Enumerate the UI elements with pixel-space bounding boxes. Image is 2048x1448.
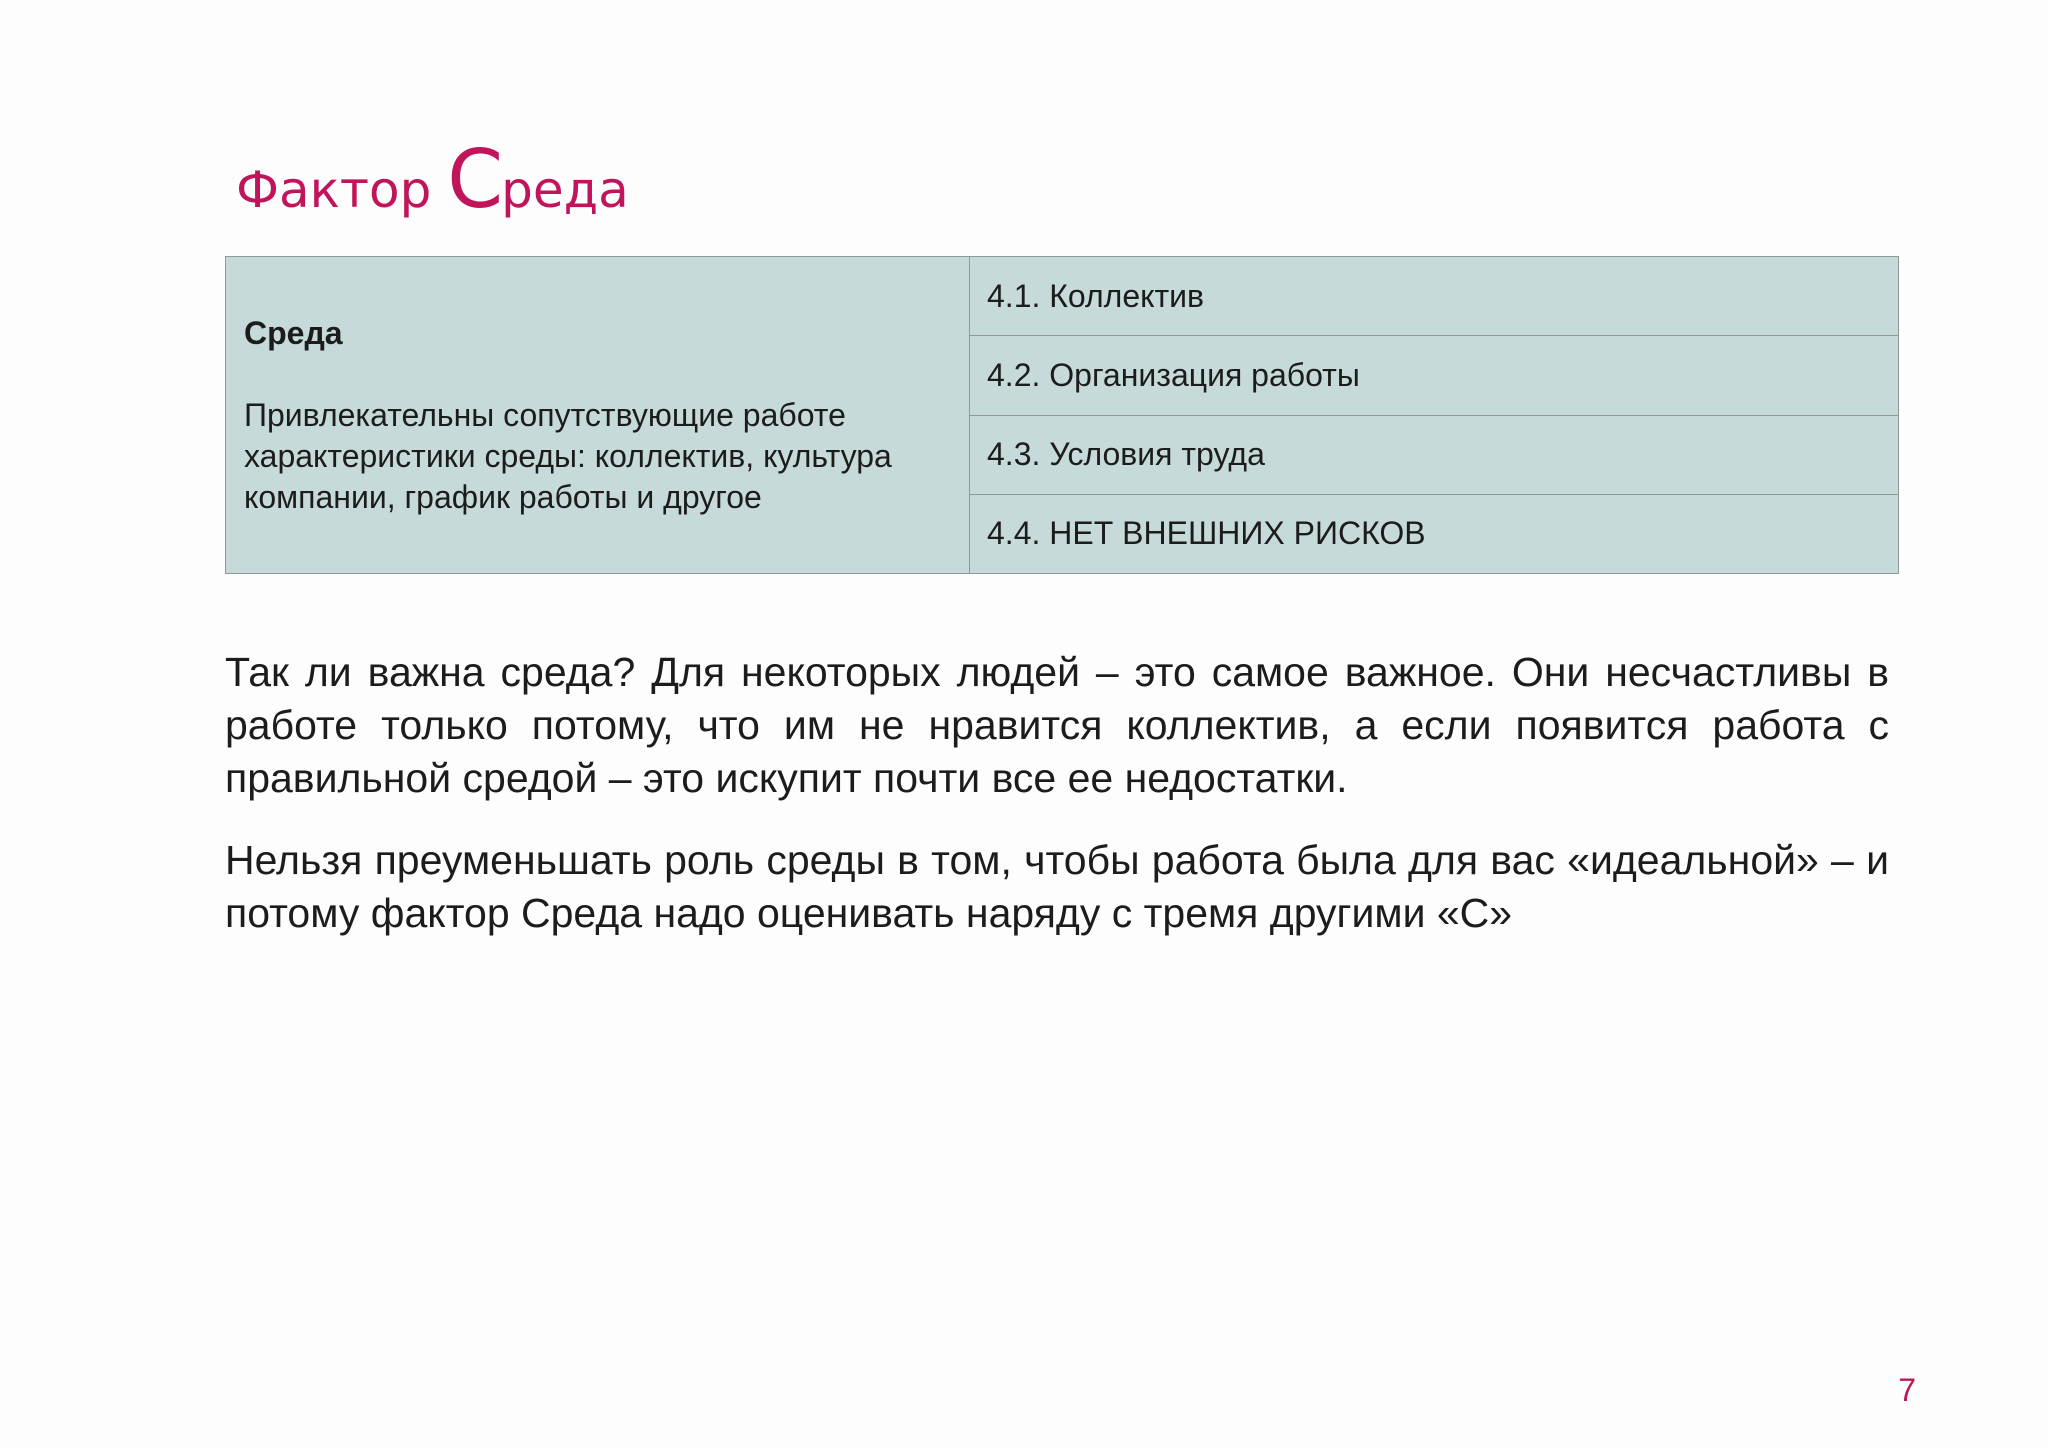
- sub-factor-item: 4.3. Условия труда: [970, 415, 1899, 494]
- factor-description: Привлекательны сопутствующие работе характеристики среды: коллектив, культура компании, график работы и другое: [244, 396, 892, 515]
- sub-factor-item: 4.1. Коллектив: [970, 257, 1899, 336]
- title-word: Фактор: [236, 161, 432, 219]
- title-big-letter: С: [447, 133, 502, 226]
- factor-heading: Среда: [244, 314, 343, 351]
- page-title: [236, 133, 629, 230]
- sub-factor-item: 4.4. НЕТ ВНЕШНИХ РИСКОВ: [970, 494, 1899, 573]
- title-rest: реда: [501, 161, 629, 219]
- table-row: [226, 257, 1899, 336]
- body-paragraph: Так ли важна среда? Для некоторых людей – это самое важное. Они несчастливы в работе только потому, что им не нравится коллектив, а если появится работа с правильной средой – это искупит почти все ее недостатки.: [225, 649, 1889, 801]
- page-number: 7: [1898, 1372, 1916, 1408]
- body-paragraph: Нельзя преуменьшать роль среды в том, чтобы работа была для вас «идеальной» – и потому фактор Среда надо оценивать наряду с тремя другими «С»: [225, 837, 1889, 936]
- sub-factor-item: 4.2. Организация работы: [970, 336, 1899, 415]
- factor-table: [225, 256, 1899, 574]
- factor-description-cell: [226, 257, 970, 574]
